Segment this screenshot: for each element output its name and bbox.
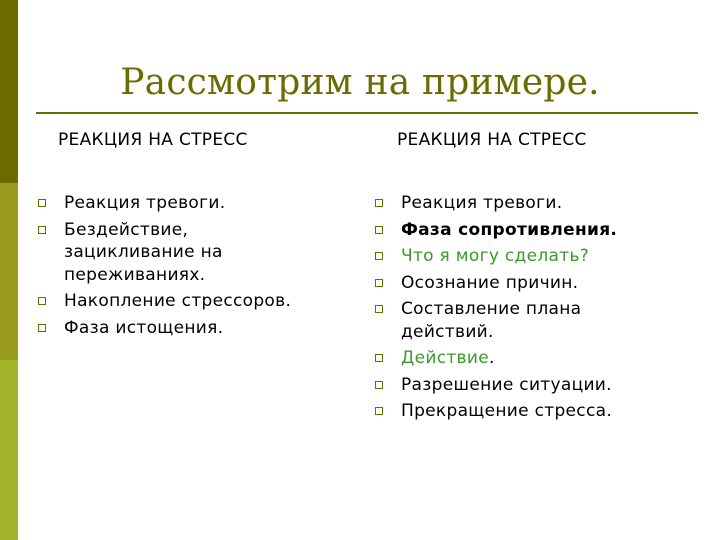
list-item: Накопление стрессоров. — [32, 290, 352, 313]
list-item: Осознание причин. — [369, 272, 699, 295]
title-divider — [36, 112, 698, 114]
left-column-heading: РЕАКЦИЯ НА СТРЕСС — [58, 130, 248, 150]
right-column-heading: РЕАКЦИЯ НА СТРЕСС — [397, 130, 587, 150]
square-bullet-icon — [375, 354, 383, 362]
list-item: Фаза истощения. — [32, 317, 352, 340]
square-bullet-icon — [375, 305, 383, 313]
list-item: Что я могу сделать? — [369, 245, 699, 268]
list-item: Действие. — [369, 347, 699, 370]
sidebar-segment-light — [0, 360, 18, 540]
list-item: Бездействие, зацикливание на переживаниях. — [32, 219, 284, 287]
list-item: Разрешение ситуации. — [369, 374, 699, 397]
list-item: Реакция тревоги. — [369, 192, 699, 215]
square-bullet-icon — [38, 297, 46, 305]
list-item: Фаза сопротивления. — [369, 219, 699, 242]
slide-title: Рассмотрим на примере. — [120, 62, 600, 103]
square-bullet-icon — [375, 252, 383, 260]
square-bullet-icon — [375, 279, 383, 287]
square-bullet-icon — [375, 199, 383, 207]
list-item: Прекращение стресса. — [369, 400, 699, 423]
right-bullet-list — [369, 192, 699, 423]
list-item: Реакция тревоги. — [32, 192, 352, 215]
left-bullet-list — [32, 192, 352, 339]
list-item: Составление плана действий. — [369, 298, 601, 343]
square-bullet-icon — [375, 381, 383, 389]
square-bullet-icon — [375, 407, 383, 415]
square-bullet-icon — [38, 324, 46, 332]
square-bullet-icon — [38, 226, 46, 234]
square-bullet-icon — [38, 199, 46, 207]
sidebar-segment-mid — [0, 183, 18, 360]
square-bullet-icon — [375, 226, 383, 234]
